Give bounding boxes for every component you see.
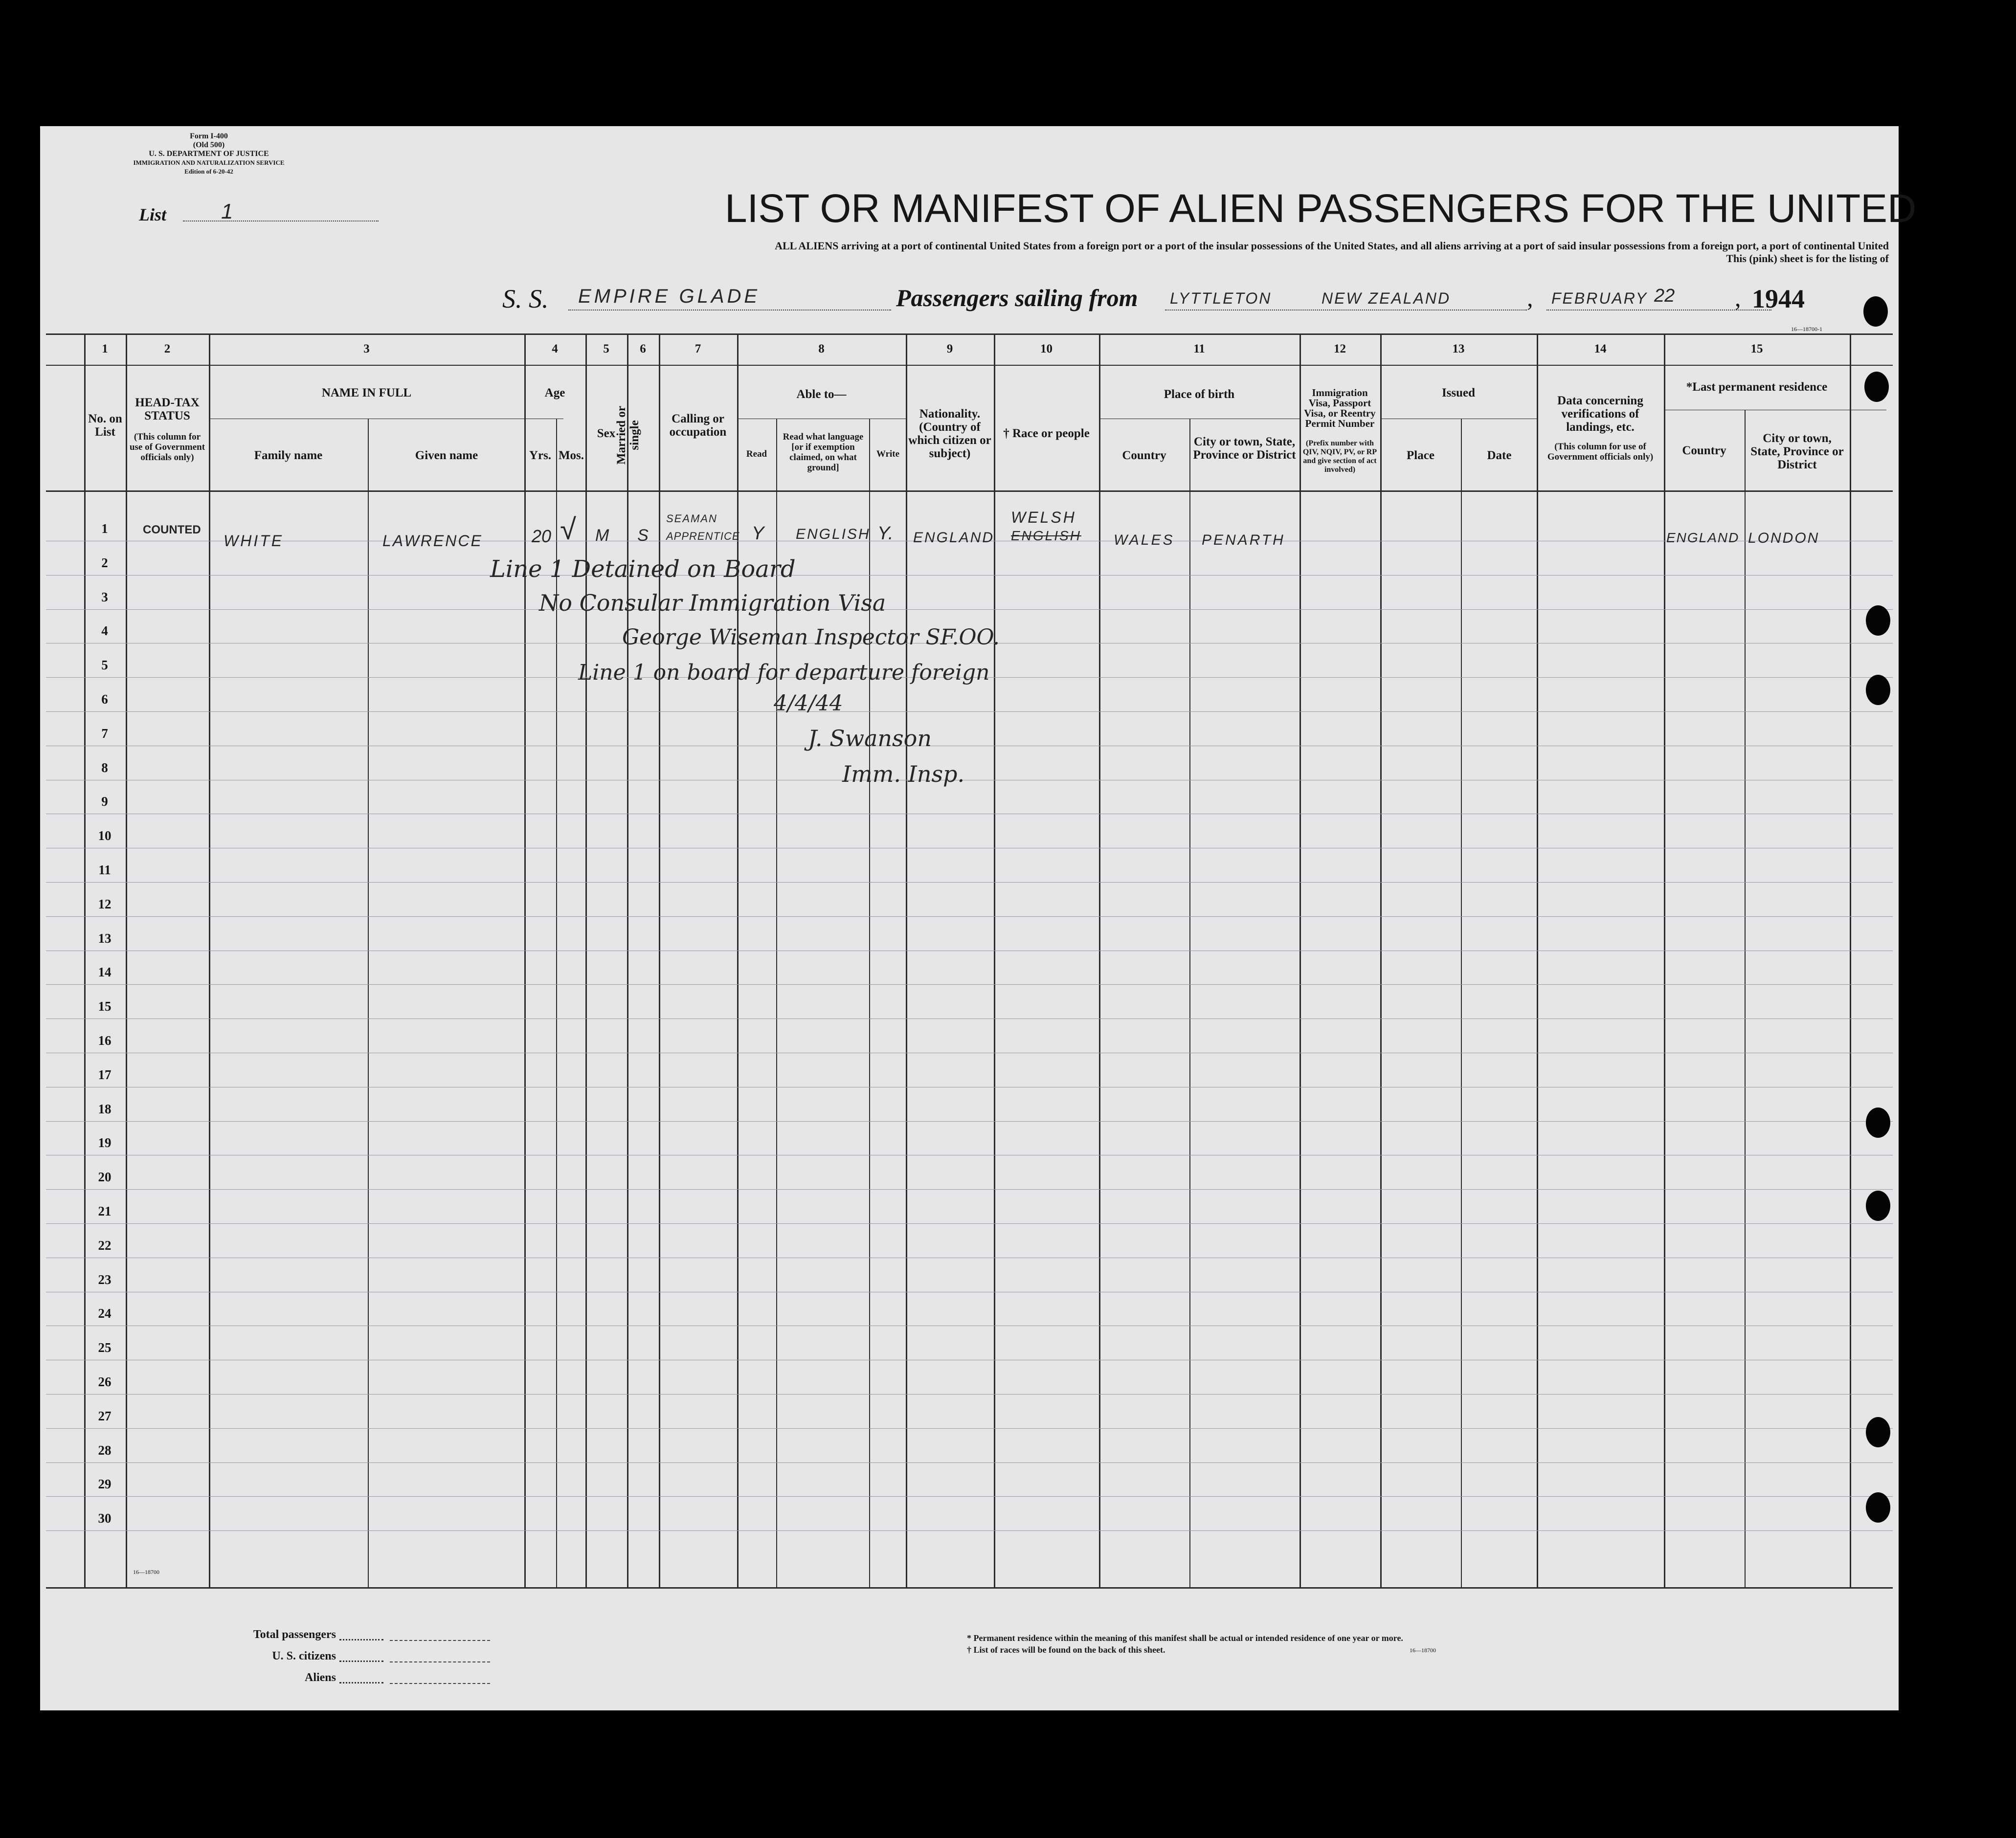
hdr-issued-date: Date xyxy=(1487,449,1512,462)
row-number: 15 xyxy=(98,999,112,1014)
annotation-date: 4/4/44 xyxy=(774,691,843,716)
row-number: 27 xyxy=(98,1409,112,1423)
row-rule xyxy=(46,711,1893,712)
age-years: 20 xyxy=(532,526,552,546)
annotation-signature: J. Swanson xyxy=(808,725,932,752)
departure-country: NEW ZEALAND xyxy=(1322,289,1451,307)
comma-1: , xyxy=(1527,284,1533,311)
binder-hole-3 xyxy=(1866,605,1890,636)
hdr-nationality: Nationality. (Country of which citizen or subject) xyxy=(908,407,991,460)
row-number: 3 xyxy=(101,590,108,604)
row-rule xyxy=(46,1462,1893,1463)
annotation-inspector: George Wiseman Inspector SF.OO. xyxy=(622,625,1000,650)
col-num-15: 15 xyxy=(1750,342,1763,355)
row-number: 11 xyxy=(98,863,111,877)
hdr-head-tax-note: (This column for use of Government officials only) xyxy=(129,432,205,463)
annotation-detained: Line 1 Detained on Board xyxy=(490,555,796,583)
col-num-12: 12 xyxy=(1334,342,1346,355)
col-line-5 xyxy=(585,333,587,1589)
header-bottom-line xyxy=(46,490,1893,492)
birth-city-value: PENARTH xyxy=(1202,532,1285,548)
col-num-5: 5 xyxy=(603,342,609,355)
col-num-13: 13 xyxy=(1452,342,1465,355)
departure-year: 1944 xyxy=(1752,284,1805,313)
footer-dots-2 xyxy=(339,1661,383,1662)
race-value-1: WELSH xyxy=(1011,509,1076,526)
col-num-9: 9 xyxy=(946,342,953,355)
binder-hole-5 xyxy=(1866,1107,1890,1138)
col-num-14: 14 xyxy=(1594,342,1607,355)
row-rule xyxy=(46,1121,1893,1122)
row-number: 5 xyxy=(101,658,108,672)
hdr-visa-note: (Prefix number with QIV, NQIV, PV, or RP and give section of act involved) xyxy=(1302,439,1377,474)
row-rule xyxy=(46,1189,1893,1190)
hdr-verifications: Data concerning verifications of landings, etc. xyxy=(1557,394,1643,434)
row-rule xyxy=(46,575,1893,576)
form-department: U. S. DEPARTMENT OF JUSTICE xyxy=(149,150,269,158)
row-number: 18 xyxy=(98,1102,112,1116)
row-number: 7 xyxy=(101,726,108,741)
hdr-no-on-list: No. on List xyxy=(88,412,122,439)
hdr-able-to: Able to— xyxy=(796,388,847,401)
family-name: WHITE xyxy=(224,532,284,550)
col-line-15 xyxy=(1664,333,1665,1589)
hdr-read-language: Read what language [or if exemption claimed, on what ground] xyxy=(783,432,864,473)
col-line-10 xyxy=(994,333,995,1589)
nationality-value: ENGLAND xyxy=(913,530,995,546)
footer-dots-1 xyxy=(339,1639,383,1640)
row-number: 24 xyxy=(98,1306,112,1321)
row-number: 2 xyxy=(101,555,108,570)
hdr-given-name: Given name xyxy=(415,449,478,462)
read-value: Y xyxy=(752,523,764,544)
hdr-married: Married or single xyxy=(615,405,641,465)
occupation-line-1: SEAMAN xyxy=(666,512,717,525)
col-line-4 xyxy=(524,333,526,1589)
col-line-14 xyxy=(1537,333,1538,1589)
hdr-last-residence: *Last permanent residence xyxy=(1686,380,1828,394)
footer-code: 16—18700 xyxy=(1410,1647,1436,1654)
col-line-7 xyxy=(659,333,660,1589)
form-service: IMMIGRATION AND NATURALIZATION SERVICE xyxy=(133,159,285,166)
footer-us-citizens: U. S. citizens xyxy=(272,1650,336,1662)
footer-blank-2 xyxy=(390,1661,490,1662)
hdr-race: † Race or people xyxy=(1003,427,1090,440)
hdr-birth-country: Country xyxy=(1122,449,1166,462)
row-rule xyxy=(46,1394,1893,1395)
hdr-head-tax: HEAD-TAX STATUS xyxy=(135,396,200,422)
col-line-11 xyxy=(1099,333,1100,1589)
age-check-mark: √ xyxy=(560,513,576,546)
col-line-15b xyxy=(1745,410,1746,1589)
hdr-age-yrs: Yrs. xyxy=(529,449,552,462)
row-rule xyxy=(46,1530,1893,1531)
row-rule xyxy=(46,1496,1893,1497)
hdr-issued-place: Place xyxy=(1407,449,1434,462)
form-edition: Edition of 6-20-42 xyxy=(184,168,233,175)
row-number: 9 xyxy=(101,794,108,809)
row-number: 10 xyxy=(98,828,112,843)
footer-note-races: † List of races will be found on the back of this sheet. xyxy=(967,1645,1165,1655)
res-country-value: ENGLAND xyxy=(1666,530,1740,545)
hdr-visa: Immigration Visa, Passport Visa, or Reentry Permit Number xyxy=(1304,387,1376,429)
form-number: Form I-400 xyxy=(190,132,228,140)
row-rule xyxy=(46,984,1893,985)
footer-total-passengers: Total passengers xyxy=(253,1628,336,1641)
binder-hole-1 xyxy=(1863,296,1888,327)
write-value: Y. xyxy=(877,523,894,544)
printer-code-bottom: 16—18700 xyxy=(133,1569,159,1575)
row-number: 1 xyxy=(101,521,108,536)
departure-port: LYTTLETON xyxy=(1170,289,1272,307)
hdr-write: Write xyxy=(876,449,900,459)
row-number: 8 xyxy=(101,760,108,775)
row-number: 13 xyxy=(98,931,112,946)
col-line-6 xyxy=(627,333,628,1589)
footer-aliens: Aliens xyxy=(304,1671,336,1684)
col-num-10: 10 xyxy=(1040,342,1053,355)
col-num-7: 7 xyxy=(694,342,701,355)
marital-value: S xyxy=(637,526,649,545)
col-line-13b xyxy=(1461,419,1462,1589)
manifest-subtitle: ALL ALIENS arriving at a port of continental United States from a foreign port or a port of the insular possessions of the United States, and all aliens arriving at a port of said insular possessions from a foreign port, a port of continental United xyxy=(775,240,1889,252)
hdr-res-city: City or town, State, Province or District xyxy=(1750,432,1844,471)
read-language-value: ENGLISH xyxy=(796,526,871,542)
col-number-line xyxy=(46,365,1893,366)
row-number: 29 xyxy=(98,1477,112,1491)
col-num-4: 4 xyxy=(552,342,558,355)
row-number: 20 xyxy=(98,1170,112,1184)
col-num-1: 1 xyxy=(102,342,108,355)
hdr-place-of-birth: Place of birth xyxy=(1164,388,1235,401)
footer-blank-1 xyxy=(390,1640,490,1641)
binder-hole-4 xyxy=(1866,675,1890,705)
col-line-11b xyxy=(1189,419,1190,1589)
annotation-title: Imm. Insp. xyxy=(842,761,965,787)
row-rule xyxy=(46,609,1893,610)
hdr-calling: Calling or occupation xyxy=(669,412,727,439)
row-number: 22 xyxy=(98,1238,112,1253)
row-number: 4 xyxy=(101,623,108,638)
table-bottom-line xyxy=(46,1587,1893,1589)
col-line-8 xyxy=(737,333,739,1589)
hdr-age: Age xyxy=(544,386,565,399)
col-line-3 xyxy=(209,333,210,1589)
row-number: 28 xyxy=(98,1443,112,1458)
row-rule xyxy=(46,916,1893,917)
row-number: 6 xyxy=(101,692,108,707)
col-line-13 xyxy=(1380,333,1382,1589)
col-line-9 xyxy=(906,333,907,1589)
col-num-2: 2 xyxy=(164,342,171,355)
col-num-6: 6 xyxy=(640,342,646,355)
footer-dots-3 xyxy=(339,1682,383,1683)
hdr-verifications-note: (This column for use of Government officials only) xyxy=(1547,442,1654,462)
head-tax-stamp: COUNTED xyxy=(143,523,201,536)
row-number: 21 xyxy=(98,1204,112,1218)
row-number: 19 xyxy=(98,1135,112,1150)
form-old-number: (Old 500) xyxy=(193,141,225,149)
col-num-3: 3 xyxy=(363,342,370,355)
row-number: 16 xyxy=(98,1033,112,1048)
row-rule xyxy=(46,882,1893,883)
binder-hole-8 xyxy=(1866,1492,1890,1523)
col-num-8: 8 xyxy=(818,342,825,355)
row-rule xyxy=(46,1223,1893,1224)
hdr-res-country: Country xyxy=(1682,444,1726,457)
res-city-value: LONDON xyxy=(1748,530,1820,546)
col-line-3b xyxy=(368,419,369,1589)
manifest-title: LIST OR MANIFEST OF ALIEN PASSENGERS FOR THE UNITED xyxy=(725,186,1917,231)
printer-code: 16—18700-1 xyxy=(1791,326,1822,332)
binder-hole-6 xyxy=(1866,1191,1890,1221)
form-identification xyxy=(128,132,290,176)
hdr-read: Read xyxy=(746,449,767,459)
departure-month: FEBRUARY xyxy=(1551,289,1648,307)
hdr-sex: Sex xyxy=(597,427,616,440)
list-label: List xyxy=(139,205,167,224)
col-num-11: 11 xyxy=(1193,342,1205,355)
row-number: 12 xyxy=(98,897,112,911)
annotation-no-visa: No Consular Immigration Visa xyxy=(539,590,886,616)
occupation-line-2: APPRENTICE xyxy=(666,530,740,542)
hdr-family-name: Family name xyxy=(254,449,323,462)
row-number: 26 xyxy=(98,1374,112,1389)
ss-label: S. S. xyxy=(502,284,549,313)
table-top-line xyxy=(46,333,1893,335)
comma-2: , xyxy=(1735,284,1741,311)
ship-name: EMPIRE GLADE xyxy=(578,286,761,307)
row-number: 30 xyxy=(98,1511,112,1526)
footer-note-residence: * Permanent residence within the meaning of this manifest shall be actual or intended residence of one year or more. xyxy=(967,1633,1403,1643)
race-value-2: ENGLISH xyxy=(1011,528,1081,543)
departure-day: 22 xyxy=(1654,286,1675,306)
row-rule xyxy=(46,1428,1893,1429)
manifest-subtitle-2: This (pink) sheet is for the listing of xyxy=(1726,252,1889,265)
row-number: 14 xyxy=(98,965,112,979)
annotation-departure: Line 1 on board for departure foreign xyxy=(578,660,990,685)
manifest-sheet xyxy=(40,126,1917,1710)
hdr-birth-city: City or town, State, Province or District xyxy=(1193,435,1296,462)
col-line-16 xyxy=(1850,333,1851,1589)
row-number: 23 xyxy=(98,1272,112,1287)
row-number: 17 xyxy=(98,1067,112,1082)
col-line-12 xyxy=(1299,333,1301,1589)
given-name: LAWRENCE xyxy=(382,532,483,550)
binder-hole-2 xyxy=(1864,372,1889,402)
list-value: 1 xyxy=(221,199,233,223)
col-line-2 xyxy=(126,333,127,1589)
sailing-label: Passengers sailing from xyxy=(896,284,1138,311)
sex-value: M xyxy=(595,526,609,545)
hdr-issued: Issued xyxy=(1441,386,1476,399)
hdr-age-mos: Mos. xyxy=(558,449,584,462)
birth-country-value: WALES xyxy=(1114,532,1175,548)
hdr-name-in-full: NAME IN FULL xyxy=(321,386,412,399)
footer-blank-3 xyxy=(390,1683,490,1684)
row-number: 25 xyxy=(98,1340,112,1355)
binder-hole-7 xyxy=(1866,1417,1890,1447)
